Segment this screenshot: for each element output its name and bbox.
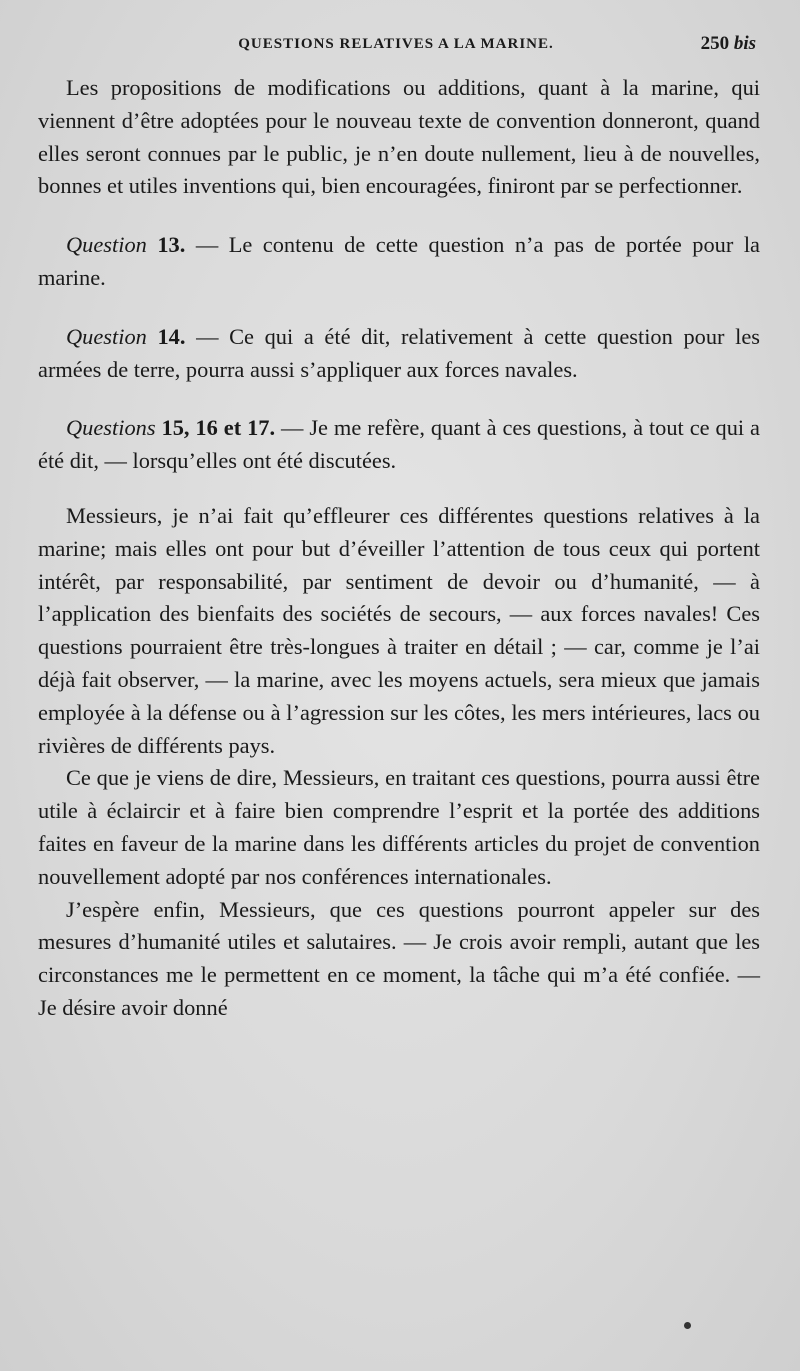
question-13-text: — Le contenu de cette question n’a pas de portée pour la marine.: [38, 232, 760, 290]
page-number-value: 250: [700, 33, 730, 54]
question-14-number: 14.: [157, 323, 186, 349]
questions-15-17-text: — Je me refère, quant à ces questions, à tout ce qui a été dit, — lorsqu’elles ont été discutées.: [38, 415, 760, 474]
running-title: QUESTIONS RELATIVES A LA MARINE.: [238, 36, 554, 52]
question-14-label: Question: [66, 323, 147, 349]
body-text: [38, 72, 760, 1025]
page-number: [701, 33, 756, 55]
page-number-suffix: bis: [733, 33, 756, 54]
paragraph-ce-que: Ce que je viens de dire, Messieurs, en traitant ces questions, pourra aussi être utile à éclaircir et à faire bien comprendre l’esprit et la portée des additions faites en faveur de la marine dans les différents articles du projet de convention nouvellement adopté par nos conférences internationales.: [38, 765, 760, 889]
questions-15-17-label: Questions: [66, 415, 156, 441]
question-14-text: — Ce qui a été dit, relativement à cette question pour les armées de terre, pourra aussi s’appliquer aux forces navales.: [38, 323, 760, 382]
questions-15-17-number: 15, 16 et 17.: [161, 415, 276, 441]
paragraph-questions-15-17: [38, 412, 760, 478]
running-head: [36, 33, 756, 62]
paragraph-question-13: [38, 229, 760, 295]
paragraph-j-espere: J’espère enfin, Messieurs, que ces questions pourront appeler sur des mesures d’humanité utiles et salutaires. — Je crois avoir rempli, autant que les circonstances me le permettent en ce moment, la tâche qui m’a été confiée. — Je désire avoir donné: [38, 896, 760, 1020]
paragraph-intro: Les propositions de modifications ou additions, quant à la marine, qui viennent d’être adoptées pour le nouveau texte de convention donneront, quand elles seront connues par le public, je n’en doute nullement, lieu à de nouvelles, bonnes et utiles inventions qui, bien encouragées, finiront par se perfectionner.: [38, 75, 760, 199]
question-13-label: Question: [66, 232, 147, 258]
paragraph-messieurs: Messieurs, je n’ai fait qu’effleurer ces différentes questions relatives à la marine; mais elles ont pour but d’éveiller l’attention de tous ceux qui portent intérêt, par responsabilité, par sentiment de devoir ou d’humanité, — à l’application des bienfaits des sociétés de secours, — aux forces navales! Ces questions pourraient être très-longues à traiter en détail ; — car, comme je l’ai déjà fait observer, — la marine, avec les moyens actuels, sera mieux que jamais employée à la défense ou à l’agression sur les côtes, les mers intérieures, lacs ou rivières de différents pays.: [38, 502, 760, 758]
ink-spot: [684, 1322, 691, 1329]
question-13-number: 13.: [157, 232, 186, 258]
paragraph-question-14: [38, 321, 760, 387]
